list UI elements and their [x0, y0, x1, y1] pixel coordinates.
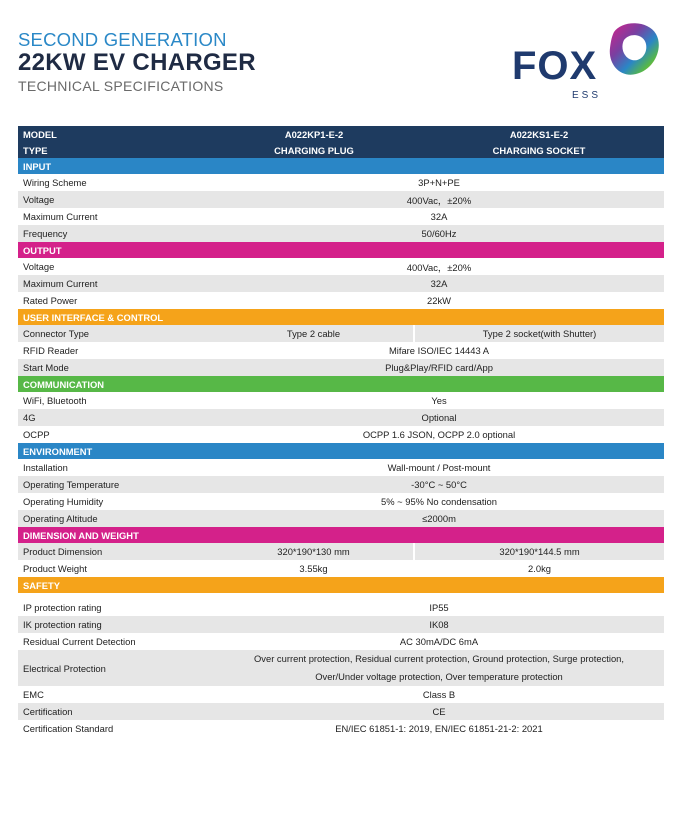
- table-row: [18, 510, 664, 527]
- section-safety-title: SAFETY: [18, 577, 664, 593]
- row-value-b: 320*190*144.5 mm: [414, 543, 664, 560]
- section-dim-title: DIMENSION AND WEIGHT: [18, 527, 664, 543]
- section-safety: [18, 577, 664, 593]
- table-row: [18, 392, 664, 409]
- table-row: [18, 650, 664, 686]
- section-dimension: [18, 527, 664, 543]
- header-generation: SECOND GENERATION: [18, 29, 227, 50]
- row-label: Operating Temperature: [18, 476, 214, 493]
- table-row: [18, 493, 664, 510]
- row-value: 32A: [214, 275, 664, 292]
- section-ui-title: USER INTERFACE & CONTROL: [18, 309, 664, 325]
- table-row: [18, 633, 664, 650]
- table-row: [18, 258, 664, 275]
- model-a: A022KP1-E-2: [214, 126, 414, 142]
- row-label: EMC: [23, 689, 44, 700]
- logo-name: FOX: [512, 44, 598, 88]
- table-row: [18, 720, 664, 737]
- row-value-b: Type 2 socket(with Shutter): [414, 325, 664, 342]
- row-value: 400Vac，±20%: [406, 261, 472, 273]
- type-label: TYPE: [18, 142, 214, 158]
- spec-table: [18, 126, 664, 737]
- table-row: [18, 342, 664, 359]
- table-row: [18, 599, 664, 616]
- row-label: IP protection rating: [23, 602, 102, 613]
- row-value: 32A: [430, 211, 448, 222]
- row-label: Operating Humidity: [23, 496, 104, 507]
- section-user-interface: [18, 309, 664, 325]
- table-row: [18, 476, 664, 493]
- row-value-a: 320*190*130 mm: [214, 543, 414, 560]
- row-label: Certification Standard: [23, 723, 114, 734]
- row-value: -30°C ~ 50°C: [214, 476, 664, 493]
- table-row: [18, 191, 664, 208]
- section-output: [18, 242, 664, 258]
- model-b: A022KS1-E-2: [414, 126, 664, 142]
- ep-line1: Over current protection, Residual current protection, Ground protection, Surge protection,: [254, 653, 624, 664]
- row-value: Mifare ISO/IEC 14443 A: [388, 345, 490, 356]
- section-input-title: INPUT: [18, 158, 664, 174]
- document-header: [18, 30, 256, 95]
- row-value-a: 3.55kg: [214, 560, 414, 577]
- section-env-title: ENVIRONMENT: [18, 443, 664, 459]
- table-row: [18, 543, 664, 560]
- ep-line2: Over/Under voltage protection, Over temperature protection: [315, 671, 563, 682]
- row-label: Voltage: [23, 261, 55, 272]
- type-a: CHARGING PLUG: [214, 142, 414, 158]
- row-label: IK protection rating: [18, 616, 214, 633]
- logo-sub: ESS: [572, 90, 602, 101]
- row-label: 4G: [18, 409, 214, 426]
- row-value: 22kW: [427, 295, 451, 306]
- table-row: [18, 174, 664, 191]
- row-label: Voltage: [18, 191, 214, 208]
- section-comm-title: COMMUNICATION: [18, 376, 664, 392]
- row-value: Optional: [214, 409, 664, 426]
- row-label: Maximum Current: [23, 211, 98, 222]
- type-row: [18, 142, 664, 158]
- row-label: Rated Power: [23, 295, 78, 306]
- row-label: Product Dimension: [18, 543, 214, 560]
- row-value: 5% ~ 95% No condensation: [381, 496, 497, 507]
- row-value: [214, 650, 664, 686]
- model-label: MODEL: [18, 126, 214, 142]
- row-label: Frequency: [18, 225, 214, 242]
- table-row: [18, 275, 664, 292]
- row-label: RFID Reader: [23, 345, 79, 356]
- header-subtitle: TECHNICAL SPECIFICATIONS: [18, 78, 224, 94]
- row-value: CE: [214, 703, 664, 720]
- row-value-b: 2.0kg: [528, 563, 551, 574]
- row-label: Wiring Scheme: [23, 177, 87, 188]
- fox-ess-logo: [512, 18, 662, 101]
- table-row: [18, 208, 664, 225]
- row-label: Residual Current Detection: [23, 636, 136, 647]
- table-row: [18, 426, 664, 443]
- section-communication: [18, 376, 664, 392]
- model-row: [18, 126, 664, 142]
- row-label: OCPP: [23, 429, 50, 440]
- table-row: [18, 616, 664, 633]
- row-value: EN/IEC 61851-1: 2019, EN/IEC 61851-21-2: 2021: [335, 723, 543, 734]
- row-label: Operating Altitude: [18, 510, 214, 527]
- row-label: Maximum Current: [18, 275, 214, 292]
- row-value: AC 30mA/DC 6mA: [399, 636, 479, 647]
- section-input: [18, 158, 664, 174]
- type-b: CHARGING SOCKET: [414, 142, 664, 158]
- row-value: IK08: [214, 616, 664, 633]
- row-label: Connector Type: [18, 325, 214, 342]
- table-row: [18, 325, 664, 342]
- row-value: OCPP 1.6 JSON, OCPP 2.0 optional: [362, 429, 516, 440]
- row-value: Wall-mount / Post-mount: [387, 462, 491, 473]
- table-row: [18, 359, 664, 376]
- row-value: Plug&Play/RFID card/App: [214, 359, 664, 376]
- section-output-title: OUTPUT: [18, 242, 664, 258]
- row-label: Certification: [18, 703, 214, 720]
- row-value: ≤2000m: [214, 510, 664, 527]
- row-label: Installation: [23, 462, 68, 473]
- table-row: [18, 703, 664, 720]
- table-row: [18, 459, 664, 476]
- table-row: [18, 292, 664, 309]
- row-value-a: Type 2 cable: [214, 325, 414, 342]
- row-label: Start Mode: [18, 359, 214, 376]
- row-value: Yes: [431, 395, 447, 406]
- row-label: WiFi, Bluetooth: [23, 395, 87, 406]
- row-value: 3P+N+PE: [418, 177, 460, 188]
- header-product-title: 22KW EV CHARGER: [18, 49, 256, 76]
- table-row: [18, 560, 664, 577]
- table-row: [18, 409, 664, 426]
- row-label: Product Weight: [23, 563, 87, 574]
- table-row: [18, 686, 664, 703]
- row-value: Class B: [422, 689, 456, 700]
- row-label: Electrical Protection: [18, 650, 214, 686]
- row-value: IP55: [429, 602, 449, 613]
- section-environment: [18, 443, 664, 459]
- logo-ring-icon: [604, 18, 662, 80]
- table-row: [18, 225, 664, 242]
- row-value: 50/60Hz: [214, 225, 664, 242]
- row-value: 400Vac，±20%: [214, 191, 664, 208]
